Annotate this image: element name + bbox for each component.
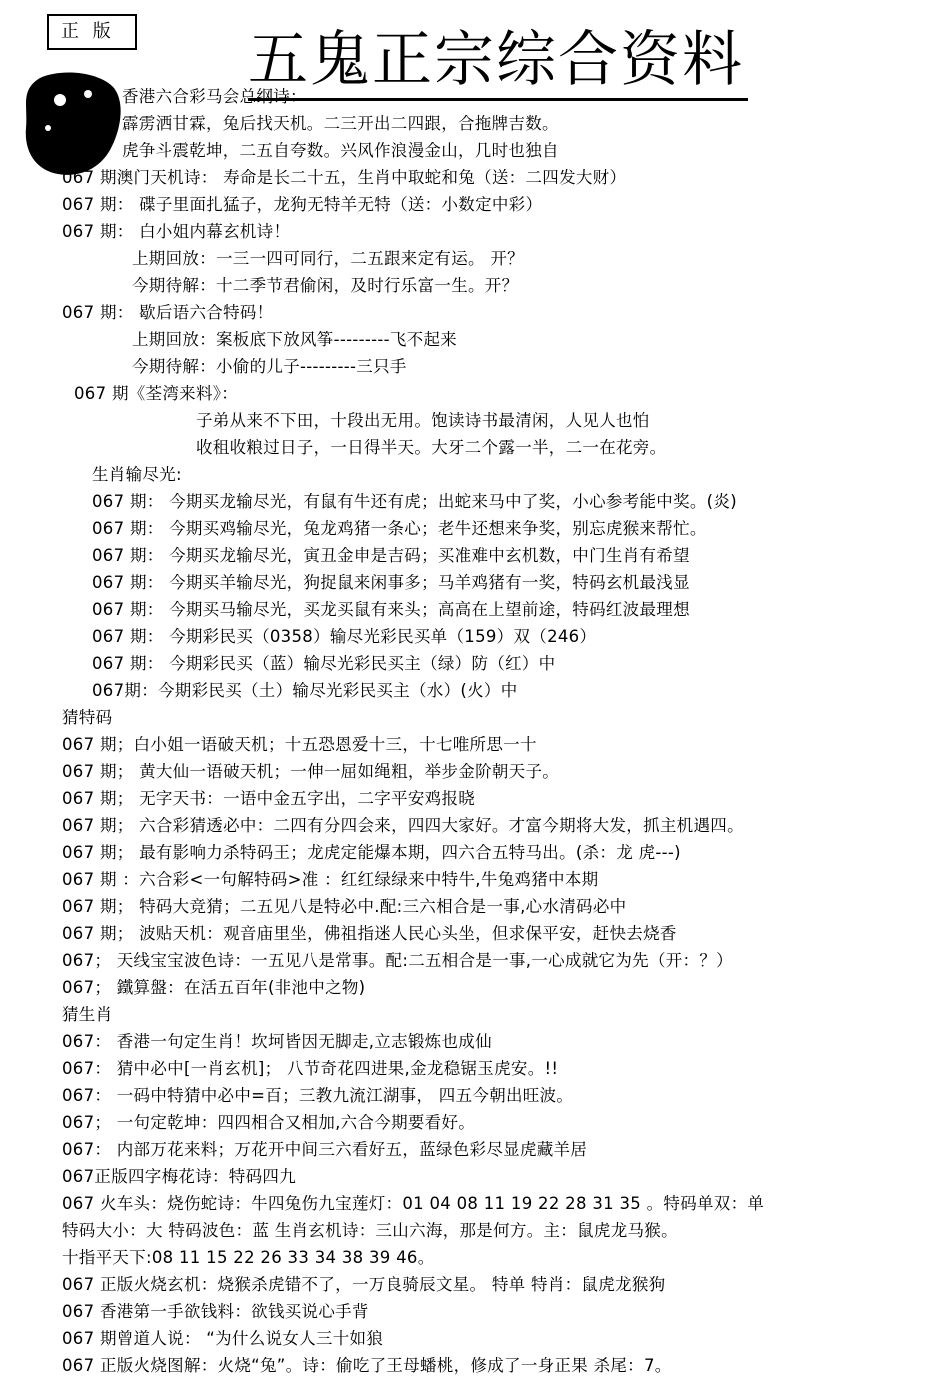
text-line: 067； 鐵算盤：在活五百年(非池中之物) [62, 978, 366, 997]
text-line: 067 正版火烧图解：火烧“兔”。诗：偷吃了王母蟠桃，修成了一身正果 杀尾：7。 [62, 1356, 672, 1375]
text-line: 猜特码 [62, 708, 113, 727]
text-line: 特码大小：大 特码波色：蓝 生肖玄机诗：三山六海，那是何方。主：鼠虎龙马猴。 [62, 1221, 678, 1240]
page-title: 五鬼正宗综合资料 [248, 24, 748, 101]
text-line: 上期回放：案板底下放风筝---------飞不起来 [132, 330, 458, 349]
text-line: 067 期： 白小姐内幕玄机诗！ [62, 222, 291, 241]
text-line: 十指平天下:08 11 15 22 26 33 34 38 39 46。 [62, 1248, 435, 1267]
text-line: 067； 一句定乾坤：四四相合又相加,六合今期要看好。 [62, 1113, 476, 1132]
text-line: 067 期； 六合彩猜透必中：二四有分四会来，四四大家好。才富今期将大发，抓主机遇四。 [62, 816, 744, 835]
text-line: 067 期《荃湾来料》： [74, 384, 239, 403]
text-line: 067； 天线宝宝波色诗：一五见八是常事。配:二五相合是一事,一心成就它为先（开：？） [62, 951, 733, 970]
text-line: 067期：今期彩民买（土）输尽光彩民买主（水）(火）中 [92, 681, 518, 700]
text-line: 虎争斗震乾坤，二五自夸数。兴风作浪漫金山，几时也独自 [122, 141, 559, 160]
text-line: 067： 香港一句定生肖！坎坷皆因无脚走,立志锻炼也成仙 [62, 1032, 492, 1051]
text-line: 067 期； 无字天书：一语中金五字出，二字平安鸡报晓 [62, 789, 476, 808]
text-line: 067 期； 黄大仙一语破天机；一伸一屈如绳粗，举步金阶朝天子。 [62, 762, 560, 781]
text-line: 今期待解：小偷的儿子---------三只手 [132, 357, 407, 376]
text-line: 香港六合彩马会总纲诗： [122, 87, 307, 106]
text-line: 067 期： 歇后语六合特码！ [62, 303, 274, 322]
text-line: 067 期 ：六合彩<一句解特码>准 ：红红绿绿来中特牛,牛兔鸡猪中本期 [62, 870, 599, 889]
text-line: 067 期； 最有影响力杀特码王；龙虎定能爆本期，四六合五特马出。(杀：龙 虎---) [62, 843, 681, 862]
text-line: 067 期澳门天机诗： 寿命是长二十五，生肖中取蛇和兔（送：二四发大财） [62, 168, 627, 187]
text-line: 霹雳洒甘霖，兔后找天机。二三开出二四跟，合拖牌吉数。 [122, 114, 559, 133]
text-line: 067 期： 今期彩民买（0358）输尽光彩民买单（159）双（246） [92, 627, 597, 646]
text-line: 067： 内部万花来料；万花开中间三六看好五，蓝绿色彩尽显虎藏羊居 [62, 1140, 588, 1159]
text-line: 067 香港第一手欲钱料：欲钱买说心手背 [62, 1302, 369, 1321]
text-line: 067 期： 今期买鸡输尽光，兔龙鸡猪一条心；老牛还想来争奖，别忘虎猴来帮忙。 [92, 519, 707, 538]
edition-badge: 正 版 [47, 14, 137, 50]
text-line: 067 期： 今期买羊输尽光，狗捉鼠来闲事多；马羊鸡猪有一奖，特码玄机最浅显 [92, 573, 690, 592]
text-line: 067 期： 今期彩民买（蓝）输尽光彩民买主（绿）防（红）中 [92, 654, 556, 673]
text-line: 067 期： 今期买龙输尽光，有鼠有牛还有虎；出蛇来马中了奖，小心参考能中奖。(炎) [92, 492, 737, 511]
text-line: 067 期： 今期买龙输尽光，寅丑金申是吉码；买准难中玄机数，中门生肖有希望 [92, 546, 690, 565]
text-line: 收租收粮过日子，一日得半天。大牙二个露一半，二一在花旁。 [196, 438, 667, 457]
text-line: 猜生肖 [62, 1005, 113, 1024]
text-line: 067： 一码中特猜中必中=百；三教九流江湖事， 四五今朝出旺波。 [62, 1086, 574, 1105]
text-line: 067 期；白小姐一语破天机；十五恐恩爱十三，十七唯所思一十 [62, 735, 537, 754]
ink-blot-logo [22, 70, 122, 180]
text-line: 067 正版火烧玄机：烧猴杀虎错不了，一万良骑辰文星。 特单 特肖：鼠虎龙猴狗 [62, 1275, 666, 1294]
text-line: 067 期： 今期买马输尽光，买龙买鼠有来头；高高在上望前途，特码红波最理想 [92, 600, 690, 619]
text-line: 067正版四字梅花诗：特码四九 [62, 1167, 296, 1186]
text-line: 子弟从来不下田，十段出无用。饱读诗书最清闲，人见人也怕 [196, 411, 650, 430]
text-line: 067 期； 特码大竞猜；二五见八是特必中.配:三六相合是一事,心水清码必中 [62, 897, 627, 916]
text-line: 生肖输尽光: [92, 465, 182, 484]
text-line: 067： 猜中必中[一肖玄机]； 八节奇花四进果,金龙稳锯玉虎安。!! [62, 1059, 559, 1078]
text-line: 067 期曾道人说： “为什么说女人三十如狼 [62, 1329, 384, 1348]
text-line: 067 期； 波贴天机：观音庙里坐，佛祖指迷人民心头坐，但求保平安，赶快去烧香 [62, 924, 677, 943]
text-line: 067 期： 碟子里面扎猛子，龙狗无特羊无特（送：小数定中彩） [62, 195, 543, 214]
text-line: 067 火车头：烧伤蛇诗：牛四兔伤九宝莲灯：01 04 08 11 19 22 28 31 35 。特码单双：单 [62, 1194, 765, 1213]
text-line: 今期待解：十二季节君偷闲，及时行乐富一生。开？ [132, 276, 519, 295]
text-line: 上期回放：一三一四可同行，二五跟来定有运。 开？ [132, 249, 524, 268]
